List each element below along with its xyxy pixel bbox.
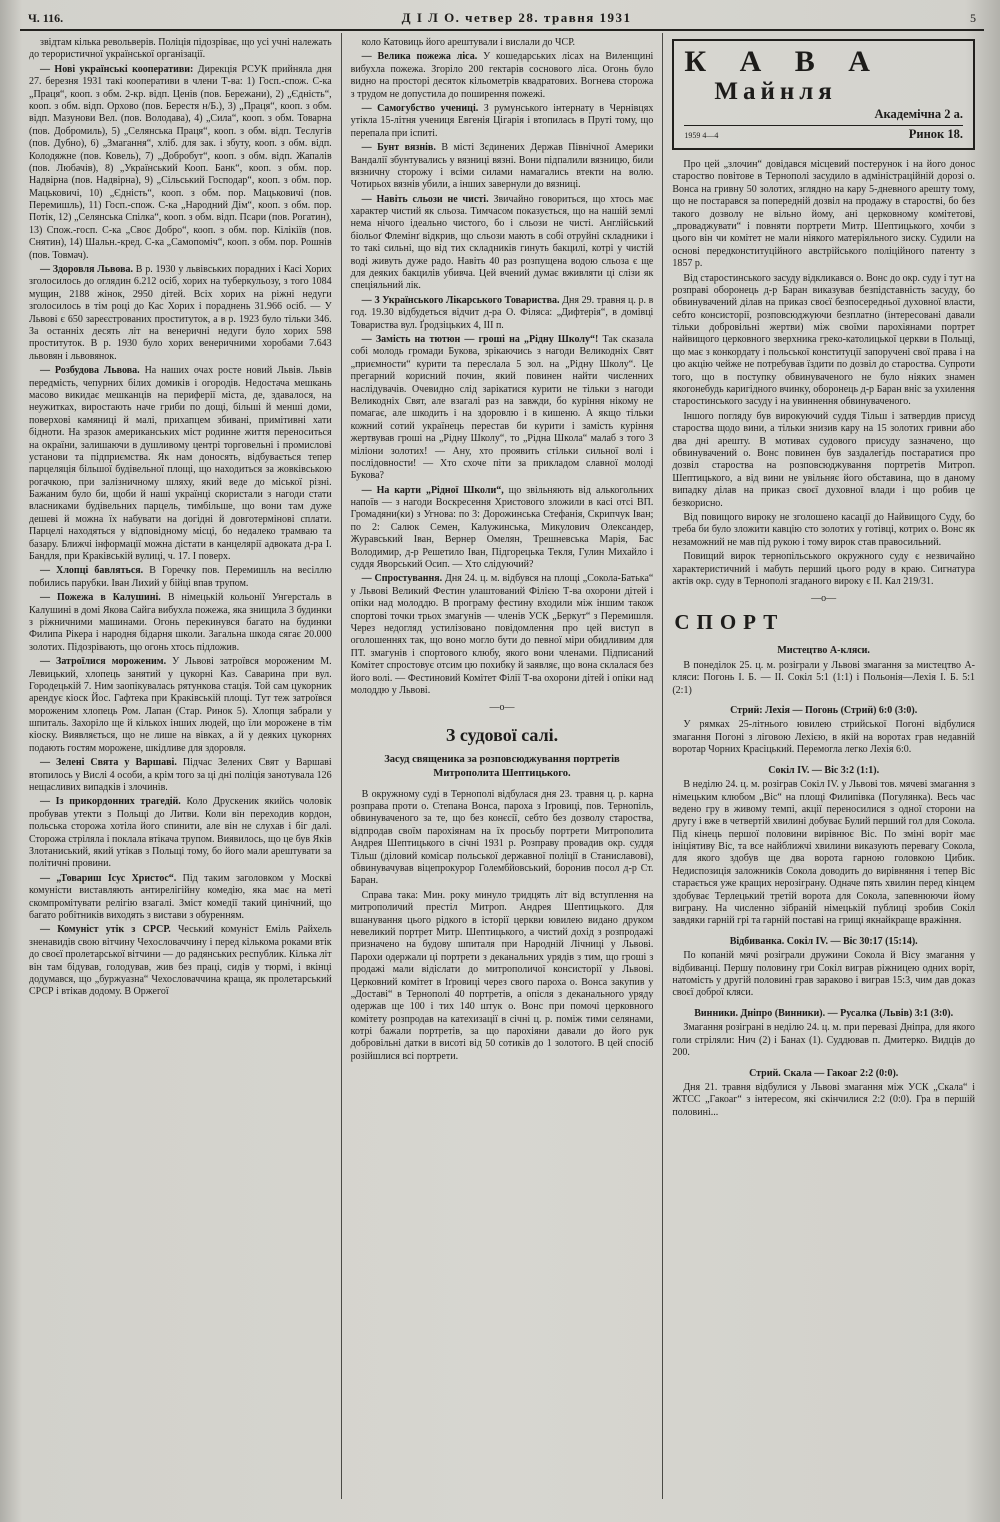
item-text: Чеський комуніст Еміль Райхель зненавидів свою вітчину Чехословаччину і перед кількома роками втік до своєї пролетарської вітчини — до радянських республик. Кілька літ він там бідував, голодував, жив без праці, сидів у тюрмі, і вкінці додумався, що „буржуазна“ Чехословаччина краща, як пролетарський СРСР і втікав додому. В Оржегої [29,924,332,998]
item-text: звідтам кілька револьверів. Поліція підозріває, що усі учні належать до терористичної української організації. [29,37,332,61]
news-item [351,37,654,49]
sport-section-title: СПОРТ [674,610,785,635]
section-divider: —о— [811,593,837,605]
court-paragraph: Про цей „злочин“ довідався місцевий постерунок і на його донос староство повітове в Тернополі засудило в адміністраційній дорозі о. Вонса на гривну 50 золотих, зглядно на кару 5-дневного арешту тому, що не постарався за попередній дозвіл на продажу в старостві, бо без такого дозволу не вільно йому, ані церковному комітетові, „проваджувати“ і повняти портрети Митр. Шептицького, хочби з цього він чи комітет не мали ніякого матеріяльного зиску. Судили на основі передконституційного австрійського поліційного патенту з 1857 р. [672,159,976,270]
news-item [351,485,654,572]
news-item [351,295,654,332]
item-text: Під таким заголовком у Москві комуністи виставляють антирелігійну комедію, яка має на меті скомпромітувати релігію взагалі. Зміст комедії такий цинічний, що багато робітників виходять з вистави з обуренням. [29,872,332,921]
sport-paragraph: У рямках 25-літнього ювилею стрийської Погоні відбулися змагання Погоні з ліговою Лехією, в якій на воротах грав недавній воротар Чорних Красіцький. Перемогла легко Лехія 6:0. [672,719,976,756]
item-text: В р. 1930 у львівських порадних і Касі Хорих зголосилось до оглядин 6.212 осіб, хорих на туберкульозу, з того 1084 мущин, 2188 жінок, 2950 дітей. Всіх хорих на ріжні недуги зголосилось в тім році до Кас Хорих і пораднень 31.966 осіб. — У Львові є 650 зареєстрованих проституток, а в р. 1923 було тільки 346. За останніх десять літ на венеричні недуги було хорих 598 проституток. В р. 1930 було хорих венеричними хоробами 7.643 львовян і львовянок. [29,264,332,362]
item-lead: — „Товариш Ісус Христос“. [40,872,177,884]
news-item [29,37,332,62]
news-item [29,656,332,755]
court-paragraph: Від повищого вироку не зголошено касації до Найвищого Суду, бо треба би було зложити кавцію сто золотих у готівці, котрих о. Вонс як незаможний не мав під рукою і тому вирок став правосильний. [672,511,976,548]
column-left [20,33,341,1499]
news-item [351,334,654,483]
news-item [351,194,654,293]
item-text: У Львові затроївся мороженим М. Левицький, хлопець занятий у цукорні Каз. Саварина при вул. Городецькій 7. Ним заопікувалась рятункова стація. Той сам цукорник арендує кіоск Йос. Гафтека при Краківській площі. Тут теж затроївся мороженим хлопець Ром. Лапан (Стар. Ринок 5). Хлопця забрали у шпиталь. Захоріло ще й кількох інших людей, що їли морожене в тім кіоску. Виявляється, що не лише на вівках, а й у деяких цукорнях подають гостям морожене, шкідливе для здоровля. [29,656,332,754]
ad-code: 1959 4—4 [684,131,719,140]
sport-heading: Стрий. Скала — Гакоаг 2:2 (0:0). [749,1067,899,1079]
news-item [29,565,332,590]
news-item [351,142,654,192]
item-lead: — Нові українські кооперативи: [40,63,194,75]
court-paragraph: Від старостинського засуду відкликався о. Вонс до окр. суду і тут на розправі оборонець д-р Баран виказував безпідставність засуду, бо обвинувачений ділав на приказ своєї безпосередньої духовної власти, себто консисторії, розповсюджуючи безплатно (інтересовані давали тільки добровільні жертви) між своїми парохіянами портрет найвищого церковного зверхника греко-католицької церкви в Польщі, що має з конкордату і польської конституції запоручені свої права і на цю акцію чейже не потребував їздити по дозвіл до староства. Супроти того, що в поступку обвинуваченого не було ніяких знамен якогонебудь каригідного вчинку, оборонець д-р Баран вніс за ухилення старостинського засуду і на увиннення обвинуваченого. [672,272,976,408]
item-lead: — Спростування. [361,573,443,585]
item-lead: — Зелені Свята у Варшаві. [40,757,177,769]
item-lead: — Розбудова Львова. [40,365,140,377]
item-text: З румунського інтернату в Чернівцях утікла 15-літня учениця Евгенія Цігарія і втопилась в Пруті тому, що перепала при іспиті. [350,102,654,139]
ad-address-2: Ринок 18. [908,127,964,141]
columns-container [20,33,984,1499]
page-number: 5 [969,11,976,25]
sport-paragraph: По копаній мячі розіграли дружини Сокола й Вісу змагання у відбиванці. Першу половину гри Сокіл виграв ріжницею одних воріт, натомість у другій половині грав зараково і виграв 15:3, чим дав доказ своєї доброї кляси. [672,950,976,999]
ad-brand-line1: К А В А [684,45,883,78]
sport-heading: Стрий: Лехія — Погонь (Стрий) 6:0 (3:0). [730,704,918,716]
sport-heading: Сокіл IV. — Віс 3:2 (1:1). [768,764,880,776]
news-item [29,796,332,870]
item-lead: — Навіть сльози не чисті. [361,193,489,205]
sport-paragraph: Дня 21. травня відбулися у Львові змагання між УСК „Скала“ і ЖТСС „Гакоаг“ з інтересом, які скінчилися 2:2 (0:0). Гра в першій половині... [672,1082,976,1118]
news-item [351,51,654,101]
item-lead: — З Українського Лікарського Товариства. [361,294,560,306]
item-text: коло Катовиць його арештували і вислали до ЧСР. [361,37,576,48]
sport-paragraph: Змагання розіграні в неділю 24. ц. м. при перевазі Дніпра, для якого голи стріляли: Нич (2) і Банах (1). Суддював п. Дмитерко. Видців до 200. [672,1022,976,1059]
item-lead: — Затроїлися мороженим. [40,656,167,668]
masthead-title: Д І Л О. четвер 28. травня 1931 [401,10,632,25]
sport-heading: Мистецтво А-кляси. [777,645,870,657]
ad-address-row [684,125,963,142]
header-rule [20,29,984,31]
issue-number: Ч. 116. [28,11,64,25]
news-item [29,592,332,654]
item-lead: — Бунт вязнів. [361,142,436,154]
ad-brand-line2: Майнля [714,77,837,105]
item-text: У кошедарських лісах на Виленщині вибухла пожежа. Згоріло 200 гектарів соснового ліса. Огонь було видно на просторі десяток кільометрів квадратових. Вогнева сторожа з трудом не допустила до поширення пожежі. [350,51,654,100]
news-item [29,757,332,794]
court-section-title: З судової салі. [445,725,559,746]
court-paragraph: В окружному суді в Тернополі відбулася дня 23. травня ц. р. карна розправа проти о. Степана Вонса, пароха з Іґровиці, пов. Тернопіль, обвинуваченого за те, що без конєсії, себто без дозволу староства, відпродав своїм парохіянам на їх просьбу портрети Митрополита Андрея Шептицького в січні 1931 р. Розправу провадив окр. суддя Тільш (діловий комісар польської державної поліції в Станиславові), обвинувачував віцепрокурор Голембйовський, боронив посол д-р Ст. Баран. [350,788,654,887]
item-lead: — Замість на тютюн — гроші на „Рідну Школу“! [361,333,599,345]
court-paragraph: Іншого погляду був вирокуючий суддя Тільш і затвердив присуд староства щодо вини, а тільки знизив кару на 15 золотих гривни або два дні арешту. В мотивах судового присуду зазначено, що обвинувачений о. Вонс повинен був заздалегідь постаратися про дозвіл староства на розповсюджування портретів Митроп. Шептицького, а від вини не увільняє його обставина, що в даному випадку ділав на приказ своєї духовної влади і що робив це безкорисно. [672,410,976,509]
sport-heading: Винники. Дніпро (Винники). — Русалка (Львів) 3:1 (3:0). [694,1007,954,1019]
item-lead: — Велика пожежа ліса. [361,51,478,63]
item-lead: — На карти „Рідної Школи“, [361,484,504,496]
sport-paragraph: В неділю 24. ц. м. розіграв Сокіл IV. у Львові тов. мячеві змагання з німецьким клюбом „Віс“ на площі Филипівка (Погулянка). Весь час ведено гру в живому темпі, акції переносилися з одної сторони на другу і вже в четвертій хвилині добуває Булий перший гол для Сокола. Під кінець першої половини вирівнює Віс. По зміні воріт має ініціятиву Віс, та все найближчі хвилини виказують перевагу Сокола, для якого здобув ще два ворота гарною головкою Цибик. Недиспозиція заложників Сокола доводить до вирівняння і тепер Віс стараєтьcя уже кращих нерозіграну. Одначе пять хвилин перед кінцем здобуває Терлецький третій ворота для Сокола, запевнюючи йому виграну. На численно зібраній німецькій публиці зробив Сокіл завдяки гарній грі та гарній поставі на грищі якнайкраще вражіння. [672,779,976,927]
court-paragraph: Справа така: Мин. року минуло тридцять літ від вступлення на митрополичий престіл Митроп. Андрея Шептицького. Для вшанування цього рідкого в історії церкви ювилею видано друком невеликий портрет Митр. Шептицького, а чистий дохід з розпродажі призначено на будову шпиталя при Народній Лічниці у Львові. Парохи одержали ці портрети з деканальних урядів з тим, що гроші з продажі мали відіслати до митрополичої консисторії у Львові. Церковний комітет в Іґровиці через свого пароха о. Вонса закупив у „Доставі“ в Тернополі 40 портретів, а опісля з деканального уряду одержав ще 100 і тих 140 штук о. Вонс при помочі церковного комітету розпродав на катехизації в січні ц. р. поміж тими селянами, котрі бажали портретів, за що парохіяни давали до його рук добровільні датки в висоті від 50 сотиків до 1 золотого. В цей спосіб розійшлися всі портрети. [350,889,654,1062]
sport-heading: Відбиванка. Сокіл IV. — Віс 30:17 (15:14). [729,935,918,947]
news-item [351,103,654,140]
item-lead: — Пожежа в Калушині. [40,592,161,604]
sport-paragraph: В понеділок 25. ц. м. розіграли у Львові змагання за мистецтво А-кляси: Погонь І. Б. — ІІ. Сокіл 5:1 (1:1) і Польонія—Лехія І. Б. 5:1 (2:1) [672,659,976,696]
masthead-row [20,4,984,29]
item-text: Коло Друскеник якийсь чоловік пробував утекти з Польщі до Литви. Коли він переходив кордон, польська сторожа хотіла його спинити, але він не слухав і біг далі. Сторожа стріляла і поклала втікача трупом. Виявилось, що це був Яків Злотаниський, який утікав з Польщі тому, бо його мали арештувати за політичні провини. [29,796,332,870]
news-item [29,365,332,563]
item-text: що звільняють від алькогольних напоїв — з нагоди Воскресення Христового зложили в касі отсі ВП. Громадяни(ки) з Угнова: по 3: Дорожинська Стефанія, Скрипчук Іван; по 2: Салюк Семен, Калужинська, Микулович Олександер, Журавський Іван, Вернер Омелян, Трешневська Марія, Бас Володимир, д-р Решетило Іван, Підгорецька Текля, Гулин Михайло і суддя Яворський Осип. — Хто слідуючий? [350,484,654,571]
item-lead: — Комуніст утік з СРСР. [40,924,171,936]
ad-address-1: Академічна 2 а. [874,107,964,121]
item-text: Підчас Зелених Свят у Варшаві втопилось у Вислі 4 особи, а крім того за ці дні поліція занотувала 126 нещасливих випадків і злочинів. [29,757,332,794]
news-item [29,924,332,998]
item-text: На наших очах росте новий Львів. Львів передмість, чепурних білих домиків і огородів. Недостача мешкань масово викидає мешканців на периферії міста, де, здавалося, на неужитках, виростають наче гриби по дощі, більші й менші доми, поверхові камяниці й малі, прихапцем збивані, примітивні хати бідноти. На зразок американських міст родинне життя переноситься на окраїни, залишаючи в душливому центрі торговельні і промислові установи та підприємства. Як нам доносять, відбувається тепер парцеляція більшої будівельної площі, що находиться за жовківською рогачкою, при залізничному шляху, який веде до міської різні. Бажаним було би, щоби й наші українці скористали з нагоди стати власниками будівельних парцель, тимбільше, що вони там дуже дешеві й можна їх набувати на догідні й довготермінові сплати. Парцелі находяться у відповідному місці, бо недалеко трамваю та базару. Ближчі інформації можна дістати в канцелярії адвоката д-ра І. Бандля, при Краківській вулиці, ч. 17. І поверх. [29,365,332,563]
item-text: В місті Зєдинених Держав Північної Америки Вандалії збунтувались у вязниці вязні. Вони підпалили вязницю, били вязничну сторожу і всіми силами намагались втекти на волю. Чотирьох вязнів убили, а інших завернули до вязниці. [350,142,654,191]
news-item [29,873,332,923]
item-text: Дня 24. ц. м. відбувся на площі „Сокола-Батька“ у Львові Великий Фестин улаштований Філією Т-ва охорони дітей і опіки над молоддю. В програму фестину входили між іншим також спортові точки трьох змагунів — членів УСК „Беркут“ з Перемишля. Через недогляд устилізовано повідомлення про цей виступ в оголошеннях так, що воно могло бути до певної міри обидливим для ПТ. змагунів і спортового клюбу, якого вони членами. Підписаний Комітет спростовує отсим цю похибку й заявляє, що вона склалася без його волі. — Фестиновий Комітет Філії Т-ва охорони дітей і опіки над молоддю у Львові. [350,573,654,696]
column-right [663,33,984,1499]
item-text: Дня 29. травня ц. р. в год. 19.30 відбудеться відчит д-ра О. Філяса: „Дифтерія“, в домівці Товариства вул. Ґродзіцьких 4, III п. [350,294,654,331]
item-lead: — Здоровля Львова. [40,264,133,276]
news-item [29,64,332,262]
item-text: Так сказала собі молодь громади Букова, зрікаючись з нагоди Великодніх Свят „приємности“ курити та переслала 5 зол. на „Рідну Школу“. Це прегарний корисний почин, який повинен найти численних наслідувачів. Очевидно слід зарікатися курити не тільки з нагоди Великодніх Свят, але взагалі раз на завжди, бо куріння нікому не помагає, але шкодить і на здоровлю і в кишеню. А якщо тільки кожний сотий українець перестав би курити і замість куріння жертвував гроші на „Рідну Школу“, то „Рідна Школа“ малаб з того 3 міліони золотих! — Ану, хто проявить стільки сильної волі і послідовности! — Хто схоче піти за прикладом славної молоді Букова? [350,333,654,482]
item-lead: — Самогубство учениці. [361,102,479,114]
news-item [351,573,654,697]
item-text: Дирекція РСУК прийняла дня 27. березня 1931 такі кооперативи в члени Т-ва: 1) Госп.-спож. С-ка „Праця“, кооп. з обм. 2-кр. відп. Ценів (пов. Бережани), 2) „Єдність“, кооп. з обм. відп. Орхово (пов. Берестя н/Б.), 3) „Праця“, кооп. з обм. відп. Мазунови Вел. (пов. Володава), 4) „Сила“, кооп. з обм. Товарна (пов. Добромиль), 5) „Селянська Праця“, кооп. з обм. відп. Теслугів (пов. Дубно), 6) „Змагання“, хліб. для зак. і збуту, кооп. з обм. відп. Колодяжне (пов. Ковель), 7) „Добробут“, кооп. з обм. відп. Жапалів (пов. Любачів), 8) „Український Кооп. Банк“, кооп. з обм. пор. Надвірна (пов. Надвірна), 9) „Сільський Господар“, кооп. з обм. пор. Мацьковичі, 10) „Єдність“, кооп. з обм. пор. Мацьковичі (пов. Перемишль), 11) Госп.-спож. С-ка „Народний Дім“, кооп. з обм. пор. Потік, 12) „Селянська Спілка“, кооп. з обм. відп. Псари (пов. Рогатин), 13) Спож.-госп. С-ка „Своє Добро“, кооп. з обм. пор. Кілікіїв (пов. Снятин), 14) Шальн.-кред. С-ка „Самопоміч“, кооп. з обм. пор. Рошнів (пов. Товмач). [29,63,332,261]
item-lead: — Із прикордонних трагедій. [40,796,181,808]
column-middle [341,33,664,1499]
item-text: В Горечку пов. Перемишль на весіллю побились парубки. Іван Лихий у бійці впав трупом. [29,565,332,589]
news-item [29,264,332,363]
coffee-ad [672,39,975,150]
section-divider: —о— [489,702,515,714]
item-text: В німецькій кольонії Унгерсталь в Калушині в домі Якова Сайга вибухла пожежа, яка знищила 3 будинки з ріжничними машинами. Огонь перекинувся багато на будинки Филипа Рікера і народня бідарня школи. Загальна шкода сягає 20.000 золотих. Підозрівають, що огонь хтось підложив. [29,592,332,653]
item-lead: — Хлопці бавляться. [40,565,144,577]
item-text: Звичайно говориться, що хтось має характер чистий як сльоза. Тимчасом показується, що на нашій землі нема нічого ідеально чистого, бо і сльози не чисті. Англійський біольоґ Флемінґ відкрив, що сльози мають в собі отруйні складники і то такі сильні, що від тих складників гинуть бакцилі, котрі у чистій воді живуть дуже радо. Навіть 40 раз розпущена водою сльоза є ще для деяких бакцилів убивча. Цей вчений думає вживляти ці слізи як спеціяльний лік. [350,193,654,292]
court-section-subtitle: Засуд священика за розповсюджування портретів Митрополита Шептицького. [384,754,620,780]
court-paragraph: Повищий вирок тернопільського окружного суду є незвичайно характеристичний і мабуть перший цього роду в краю. Сигнатура актів окр. суду в Тернополі згаданого вироку є ІІ. Кал 219/31. [672,551,976,587]
